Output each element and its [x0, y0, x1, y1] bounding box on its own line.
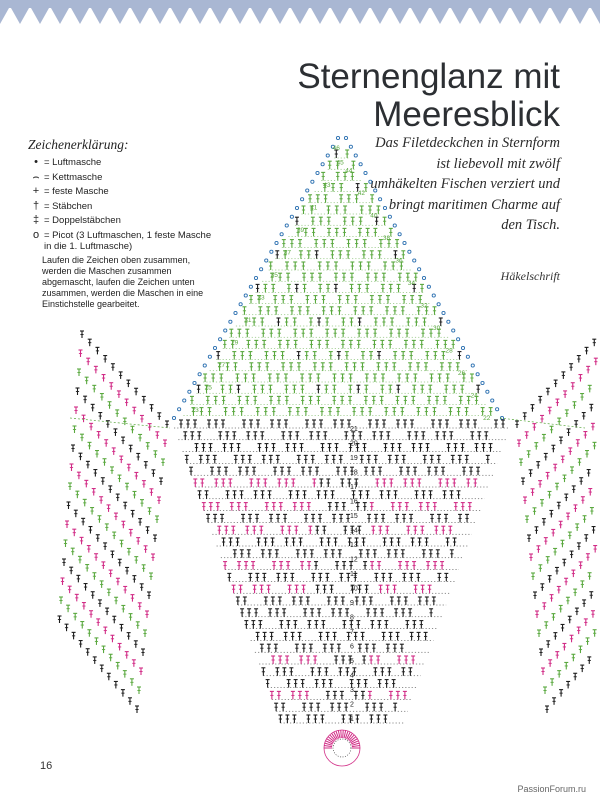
picot-mark — [476, 373, 479, 376]
border-diamond — [351, 8, 369, 24]
border-diamond — [311, 8, 329, 24]
row-number-right: 44 — [345, 167, 353, 175]
border-diamond — [31, 8, 49, 24]
picot-mark — [442, 311, 445, 314]
picot-mark — [316, 171, 319, 174]
ring-stitch — [343, 730, 344, 738]
row-number-left: 29 — [231, 339, 239, 347]
ring-stitch — [324, 746, 332, 747]
border-diamond — [551, 8, 569, 24]
border-band — [0, 0, 600, 8]
picot-mark — [260, 268, 263, 271]
picot-mark — [374, 189, 377, 192]
row-number-left: 39 — [296, 227, 305, 234]
row-number-right: 46 — [332, 145, 340, 152]
title-line-1: Sternenglanz mit — [297, 57, 560, 96]
picot-mark — [193, 381, 196, 384]
picot-mark — [172, 416, 175, 419]
picot-mark — [290, 215, 293, 218]
center-row-number: 6 — [350, 643, 354, 651]
wing-outline — [70, 418, 170, 428]
row-number-right: 28 — [445, 347, 453, 355]
center-row-number: 8 — [350, 614, 354, 622]
title-line-2: Meeresblick — [373, 95, 560, 134]
picot-mark — [321, 163, 324, 166]
picot-mark — [336, 136, 339, 139]
center-row-number: 16 — [350, 498, 358, 506]
picot-mark — [383, 206, 386, 209]
border-diamond — [491, 8, 509, 24]
page-number: 16 — [40, 760, 53, 772]
picot-mark — [224, 329, 227, 332]
picot-mark — [379, 198, 382, 201]
border-diamond — [51, 8, 69, 24]
row-number-left: 23 — [191, 407, 199, 414]
picot-mark — [369, 180, 372, 183]
border-diamond — [451, 8, 469, 24]
picot-mark — [422, 276, 425, 279]
legend-note: Laufen die Zeichen oben zusammen, werden die Maschen zusammen abgemascht, laufen die Zeichen unten zusammen, werden die Maschen in eine Einstichstelle gearbeitet. — [42, 255, 204, 309]
center-row-number: 20 — [350, 440, 358, 448]
picot-mark — [188, 390, 191, 393]
picot-mark — [265, 259, 268, 262]
legend-item-text: = Doppelstäbchen — [44, 215, 121, 226]
picot-mark — [249, 285, 252, 288]
legend-item-text: = feste Masche — [44, 186, 109, 197]
center-row-number: 12 — [350, 556, 358, 564]
picot-mark — [359, 163, 362, 166]
border-diamond — [0, 8, 9, 24]
picot-mark — [496, 408, 499, 411]
row-number-left: 41 — [310, 204, 318, 212]
picot-mark — [432, 294, 435, 297]
border-diamond — [131, 8, 149, 24]
picot-mark — [418, 268, 421, 271]
picot-mark — [471, 364, 474, 367]
center-row-number: 13 — [350, 542, 358, 549]
row-number-left: 33 — [257, 294, 265, 302]
center-row-number: 10 — [350, 585, 358, 593]
picot-mark — [447, 320, 450, 323]
border-diamond — [71, 8, 89, 24]
picot-mark — [466, 355, 469, 358]
border-diamond — [431, 8, 449, 24]
chart-label: Häkelschrift — [500, 269, 560, 283]
legend-item-text: = Picot (3 Luftmaschen, 1 feste Masche in die 1. Luftmasche) — [44, 229, 212, 252]
picot-mark — [244, 294, 247, 297]
star-point-triangle — [172, 136, 503, 422]
border-diamond — [411, 8, 429, 24]
center-row-number: 15 — [350, 513, 358, 520]
center-row-number: 5 — [350, 658, 354, 665]
border-diamond — [231, 8, 249, 24]
picot-mark — [452, 329, 455, 332]
border-diamond — [511, 8, 529, 24]
picot-mark — [413, 259, 416, 262]
border-diamond — [371, 8, 389, 24]
center-row-number: 18 — [350, 469, 358, 477]
center-row-number: 9 — [350, 600, 354, 607]
picot-mark — [427, 285, 430, 288]
row-number-right: 32 — [420, 302, 428, 310]
ring-stitch — [352, 746, 360, 747]
picot-mark — [295, 206, 298, 209]
row-number-right: 36 — [395, 257, 403, 265]
border-diamond — [471, 8, 489, 24]
picot-mark — [398, 233, 401, 236]
picot-mark — [486, 390, 489, 393]
border-diamond — [111, 8, 129, 24]
border-diamond — [571, 8, 589, 24]
picot-mark — [183, 399, 186, 402]
double-crochet-icon: † — [32, 199, 40, 212]
row-number-left: 43 — [323, 182, 331, 189]
center-body — [174, 420, 510, 723]
picot-mark — [280, 233, 283, 236]
picot-mark — [234, 311, 237, 314]
crochet-chart — [0, 128, 600, 768]
border-diamond — [531, 8, 549, 24]
row-number-right: 40 — [370, 212, 378, 220]
ring-stitch — [341, 730, 342, 738]
single-crochet-icon: + — [32, 185, 40, 197]
legend-item-text: = Stäbchen — [44, 200, 93, 212]
row-number-left: 27 — [217, 362, 226, 369]
picot-mark — [408, 250, 411, 253]
legend-title: Zeichenerklärung: — [28, 137, 129, 152]
picot-mark — [219, 338, 222, 341]
ring-inner — [333, 739, 351, 757]
decorative-top-border — [0, 0, 600, 30]
picot-mark — [178, 408, 181, 411]
picot-mark — [285, 224, 288, 227]
center-row-number: 21 — [350, 426, 358, 433]
center-row-number: 11 — [350, 571, 358, 578]
picot-mark — [491, 399, 494, 402]
row-number-left: 45 — [336, 159, 344, 167]
center-row-number: 17 — [350, 484, 358, 491]
slip-stitch-icon: ⌢ — [32, 170, 40, 183]
picot-mark — [270, 250, 273, 253]
border-diamond — [171, 8, 189, 24]
row-number-right: 42 — [357, 190, 365, 197]
border-diamond — [191, 8, 209, 24]
border-diamond — [291, 8, 309, 24]
treble-crochet-icon: ‡ — [32, 214, 40, 226]
center-row-number: 19 — [350, 455, 358, 462]
picot-mark — [354, 154, 357, 157]
picot-mark — [393, 224, 396, 227]
row-number-right: 34 — [407, 280, 416, 287]
picot-mark — [311, 180, 314, 183]
row-number-left: 35 — [270, 272, 278, 279]
legend-item-text: = Kettmasche — [44, 171, 103, 183]
border-diamond — [271, 8, 289, 24]
picot-mark — [457, 338, 460, 341]
center-row-number: 7 — [350, 629, 354, 636]
row-number-left: 25 — [204, 384, 212, 392]
center-ring — [324, 730, 360, 766]
picot-mark — [364, 171, 367, 174]
row-number-right: 24 — [470, 392, 478, 400]
picot-mark — [208, 355, 211, 358]
row-number-left: 31 — [244, 317, 252, 324]
side-fans — [58, 331, 598, 713]
intro-text: Das Filetdeckchen in Sternform ist liebevoll mit zwölf umhäkelten Fischen verziert und bringt maritimen Charme auf den Tisch. — [370, 135, 560, 233]
picot-mark — [403, 241, 406, 244]
row-number-left: 37 — [283, 249, 291, 257]
picot-mark — [306, 189, 309, 192]
border-diamond — [11, 8, 29, 24]
center-row-number: 1 — [350, 716, 354, 723]
picot-mark — [275, 241, 278, 244]
picot-mark — [254, 276, 257, 279]
picot-mark — [481, 381, 484, 384]
border-diamond — [331, 8, 349, 24]
picot-mark — [301, 198, 304, 201]
border-diamond — [91, 8, 109, 24]
center-row-number: 2 — [350, 701, 354, 709]
picot-mark — [344, 136, 347, 139]
row-number-right: 38 — [382, 235, 391, 242]
page-title — [240, 58, 560, 134]
picot-mark — [203, 364, 206, 367]
picot-mark — [239, 303, 242, 306]
legend-item-text: = Luftmasche — [44, 157, 102, 168]
chain-stitch-icon: • — [34, 156, 38, 168]
border-diamond — [211, 8, 229, 24]
center-row-number: 14 — [350, 527, 358, 535]
picot-icon: o — [32, 228, 40, 241]
border-diamond — [151, 8, 169, 24]
picot-mark — [229, 320, 232, 323]
picot-mark — [388, 215, 391, 218]
center-row-number: 3 — [350, 687, 354, 694]
row-number-right: 22 — [483, 415, 491, 422]
row-number-right: 30 — [432, 325, 441, 332]
picot-mark — [326, 154, 329, 157]
center-row-number: 4 — [350, 672, 354, 680]
row-number-right: 26 — [458, 370, 466, 377]
border-diamond — [251, 8, 269, 24]
picot-mark — [213, 346, 216, 349]
picot-mark — [349, 145, 352, 148]
picot-mark — [461, 346, 464, 349]
watermark: PassionForum.ru — [517, 784, 586, 794]
picot-mark — [437, 303, 440, 306]
picot-mark — [198, 373, 201, 376]
border-diamond — [391, 8, 409, 24]
border-diamond — [591, 8, 600, 24]
